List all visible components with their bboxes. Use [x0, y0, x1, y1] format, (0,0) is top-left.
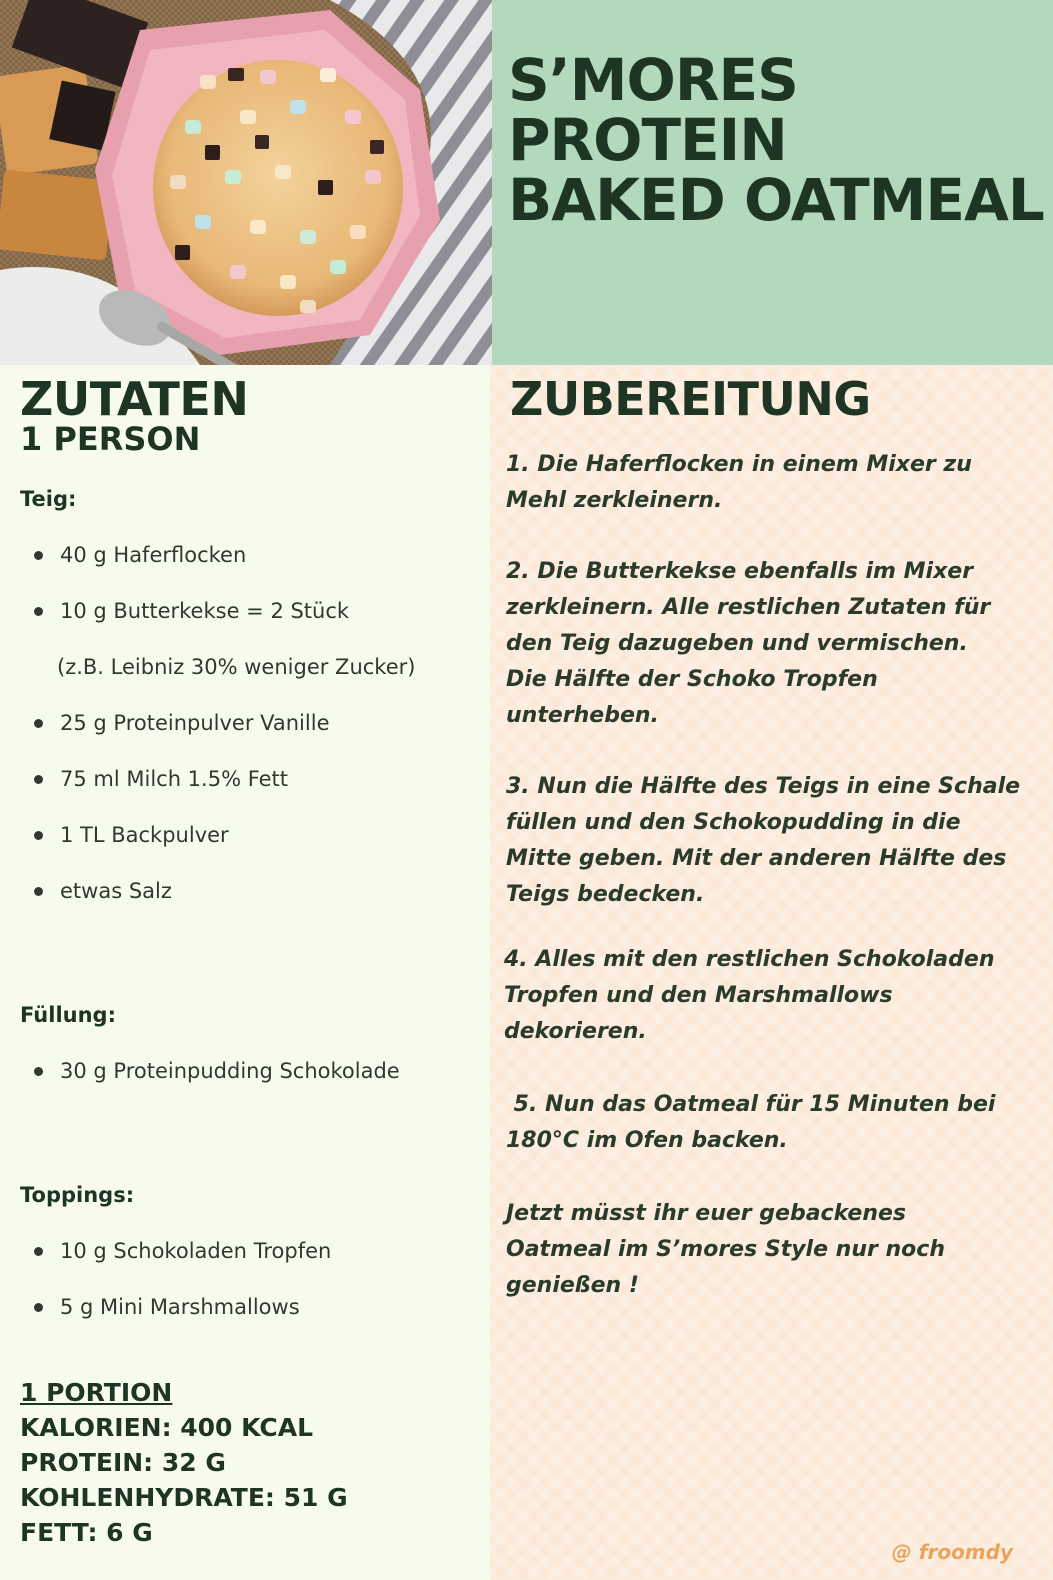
list-item: 5 g Mini Marshmallows	[20, 1279, 492, 1335]
bullet-icon	[34, 1247, 43, 1256]
list-item: 10 g Butterkekse = 2 Stück	[20, 583, 492, 639]
list-item: 25 g Proteinpulver Vanille	[20, 695, 492, 751]
ingredient-list-toppings	[20, 1223, 492, 1335]
bullet-icon	[34, 887, 43, 896]
closing-note: Jetzt müsst ihr euer gebackenes Oatmeal im S’mores Style nur noch genießen !	[506, 1201, 945, 1298]
bullet-icon	[34, 775, 43, 784]
step-3: 3. Nun die Hälfte des Teigs in eine Schale füllen und den Schokopudding in die Mitte geben. Mit der anderen Hälfte des Teigs bedecken.	[506, 774, 1021, 907]
author-credit: @ froomdy	[891, 1540, 1013, 1564]
protein-value: PROTEIN: 32 G	[20, 1448, 226, 1477]
section-label-teig: Teig:	[20, 487, 77, 511]
ingredient-list-fuellung	[20, 1043, 492, 1099]
recipe-title-line-1: S’MORES	[508, 46, 798, 114]
list-item: 10 g Schokoladen Tropfen	[20, 1223, 492, 1279]
fat-value: FETT: 6 G	[20, 1518, 153, 1547]
recipe-title-line-2: PROTEIN	[508, 106, 787, 174]
bullet-icon	[34, 719, 43, 728]
list-item: 40 g Haferflocken	[20, 527, 492, 583]
bullet-icon	[34, 1303, 43, 1312]
list-item: 1 TL Backpulver	[20, 807, 492, 863]
step-4: 4. Alles mit den restlichen Schokoladen Tropfen und den Marshmallows dekorieren.	[504, 947, 995, 1044]
ingredients-heading: ZUTATEN	[20, 372, 249, 426]
recipe-photo	[0, 0, 492, 365]
carbs-value: KOHLENHYDRATE: 51 G	[20, 1483, 348, 1512]
nutrition-facts	[20, 1375, 348, 1550]
preparation-column	[490, 365, 1053, 1580]
list-item: etwas Salz	[20, 863, 492, 919]
list-item-note: (z.B. Leibniz 30% weniger Zucker)	[57, 655, 416, 679]
step-1: 1. Die Haferflocken in einem Mixer zu Mehl zerkleinern.	[506, 452, 972, 513]
bullet-icon	[34, 1067, 43, 1076]
list-item: 30 g Proteinpudding Schokolade	[20, 1043, 492, 1099]
servings-label: 1 PERSON	[20, 420, 201, 458]
bullet-icon	[34, 607, 43, 616]
bullet-icon	[34, 551, 43, 560]
calories-value: KALORIEN: 400 KCAL	[20, 1413, 314, 1442]
portion-label: 1 PORTION	[20, 1378, 173, 1407]
list-item: 75 ml Milch 1.5% Fett	[20, 751, 492, 807]
preparation-heading: ZUBEREITUNG	[510, 372, 871, 426]
oatmeal-bowl-illustration	[0, 0, 492, 365]
section-label-fuellung: Füllung:	[20, 1003, 116, 1027]
ingredient-list-teig	[20, 527, 492, 919]
section-label-toppings: Toppings:	[20, 1183, 135, 1207]
title-block	[492, 0, 1053, 365]
bullet-icon	[34, 831, 43, 840]
step-5: 5. Nun das Oatmeal für 15 Minuten bei 180°C im Ofen backen.	[506, 1092, 996, 1153]
ingredients-column	[0, 365, 492, 1580]
recipe-title-line-3: BAKED OATMEAL	[508, 166, 1044, 234]
step-2: 2. Die Butterkekse ebenfalls im Mixer zerkleinern. Alle restlichen Zutaten für den Teig dazugeben und vermischen. Die Hälfte der Schoko Tropfen unterheben.	[506, 559, 991, 728]
